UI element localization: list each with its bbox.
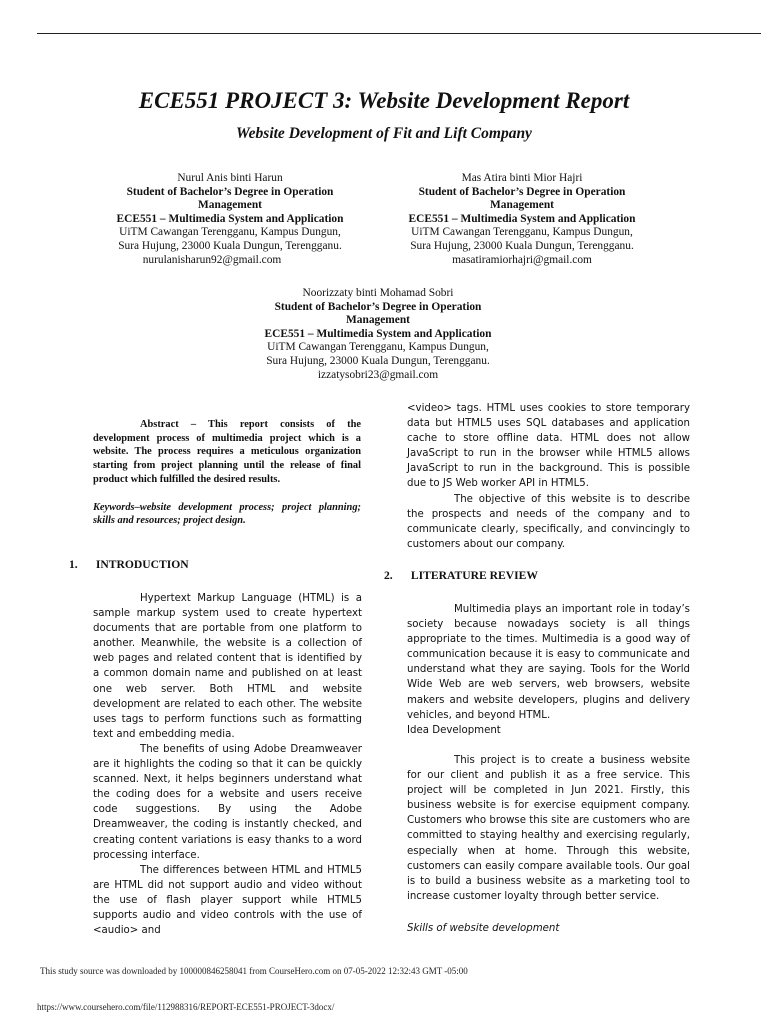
author-role: Student of Bachelor’s Degree in Operation Management — [126, 185, 334, 212]
section-heading — [69, 558, 189, 571]
section-heading — [384, 569, 538, 582]
author-email[interactable]: izzatysobri23@gmail.com — [317, 368, 439, 381]
author-name: Noorizzaty binti Mohamad Sobri — [302, 287, 454, 299]
author-email[interactable]: masatiramiorhajri@gmail.com — [452, 253, 592, 266]
download-note: This study source was downloaded by 100000846258041 from CourseHero.com on 07-05-2022 12:32:43 GMT -05:00 — [40, 966, 468, 976]
author-address: Sura Hujung, 23000 Kuala Dungun, Terengganu. — [118, 239, 342, 252]
author-block — [243, 287, 513, 382]
paragraph: The objective of this website is to describe the prospects and needs of the company and to communicate clearly, specifically, and convincingly to customers about our company. — [407, 493, 690, 550]
author-block — [95, 172, 365, 267]
section-title: LITERATURE REVIEW — [410, 569, 538, 582]
author-address: Sura Hujung, 23000 Kuala Dungun, Terengganu. — [266, 354, 490, 367]
paragraph: This project is to create a business website for our client and publish it as a free service. This project will be completed in Jun 2021. Firstly, this business website is for exercise equipment company. Customers who browse this site are customers who are committed to staying healthy and exercising regularly, especially when at home. Through this website, customers can easily compare available tools. Our goal is to build a business website as a marketing tool to increase customer loyalty through better service. — [407, 755, 690, 902]
section-number: 2. — [384, 569, 393, 582]
author-course: ECE551 – Multimedia System and Application — [264, 327, 492, 340]
author-name: Nurul Anis binti Harun — [177, 172, 283, 184]
introduction-body — [93, 591, 362, 938]
paper-subtitle: Website Development of Fit and Lift Company — [236, 125, 532, 142]
abstract-text: Abstract – This report consists of the development process of multimedia project which is a website. The process requires a meticulous organization starting from project planning until the release of final product which fulfilled the desired results. — [93, 419, 361, 485]
author-name: Mas Atira binti Mior Hajri — [461, 172, 583, 184]
author-block — [387, 172, 657, 267]
paragraph: The benefits of using Adobe Dreamweaver are it highlights the coding so that it can be quickly scanned. Next, it helps beginners understand what the coding does for a website and users receive code suggestions. By using the Adobe Dreamweaver, the coding is instantly checked, and creating content variations is easy thanks to a word processing interface. — [93, 743, 362, 861]
subheading-skills: Skills of website development — [407, 923, 560, 934]
author-course: ECE551 – Multimedia System and Application — [408, 212, 636, 225]
literature-review-body — [407, 602, 690, 738]
section-number: 1. — [69, 558, 78, 571]
paragraph: The differences between HTML and HTML5 are HTML did not support audio and video without the use of flash player support while HTML5 supports audio and video controls with the use of <audio> and — [93, 864, 362, 937]
introduction-continued — [407, 401, 690, 552]
paper-title: ECE551 PROJECT 3: Website Development Report — [138, 88, 630, 113]
subheading-idea-development: Idea Development — [407, 724, 501, 736]
author-address: Sura Hujung, 23000 Kuala Dungun, Terengganu. — [410, 239, 634, 252]
author-address: UiTM Cawangan Terengganu, Kampus Dungun, — [411, 226, 633, 239]
paragraph: Hypertext Markup Language (HTML) is a sample markup system used to create hypertext documents that are portable from one platform to another. Meanwhile, the website is a collection of web pages and related content that is identified by a common domain name and published on at least one web server. Both HTML and website development are related to each other. The website uses tags to perform functions such as formatting text and embedding media. — [93, 593, 362, 740]
author-role: Student of Bachelor’s Degree in Operation Management — [418, 185, 626, 212]
abstract-block — [93, 418, 361, 528]
paragraph: Multimedia plays an important role in today’s society because nowadays society is all things appropriate to the times. Multimedia is a good way of communication because it is easy to communicate and understand what they are saying. Tools for the World Wide Web are web servers, web browsers, website makers and website developers, plugins and delivery vehicles, and beyond HTML. — [407, 604, 690, 721]
author-course: ECE551 – Multimedia System and Application — [116, 212, 344, 225]
section-title: INTRODUCTION — [95, 558, 189, 571]
author-address: UiTM Cawangan Terengganu, Kampus Dungun, — [119, 226, 341, 239]
paragraph: <video> tags. HTML uses cookies to store temporary data but HTML5 uses SQL databases and application cache to store offline data. HTML does not allow JavaScript to run in the browser while HTML5 allows JavaScript to run in the background. This is possible due to JS Web worker API in HTML5. — [407, 403, 690, 490]
author-address: UiTM Cawangan Terengganu, Kampus Dungun, — [267, 341, 489, 354]
idea-development-body — [407, 753, 690, 904]
source-url[interactable]: https://www.coursehero.com/file/112988316/REPORT-ECE551-PROJECT-3docx/ — [37, 1002, 335, 1012]
author-role: Student of Bachelor’s Degree in Operation Management — [274, 300, 482, 327]
top-rule — [37, 33, 761, 34]
keywords-text: Keywords–website development process; project planning; skills and resources; project design. — [93, 501, 361, 527]
author-email[interactable]: nurulanisharun92@gmail.com — [142, 253, 282, 266]
